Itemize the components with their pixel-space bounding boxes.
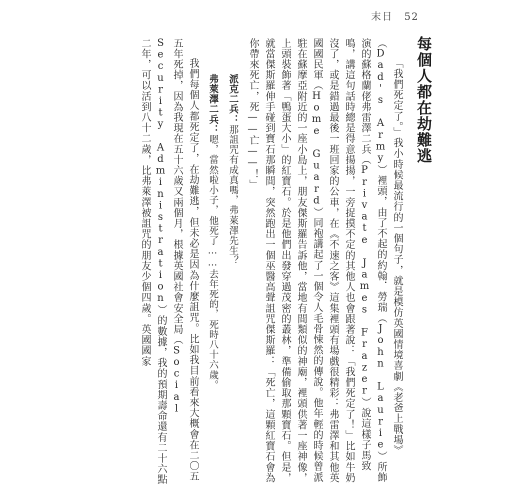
body-paragraph-1: 「我們死定了。」我小時候最流行的一個句子，就是模仿英國情境喜劇《老爸上戰場》（Dad's Army）裡頭，由了不起的約翰．勞瑞（John Laurie）所飾演的蘇格蘭佬弗雷澤二兵（Private James Frazer）說這樣子馬致鳴，講這句話時總是得意揚揚，一旁捉摸不定的其他人也會跟著說：「我們死定了！」比如牛奶沒了，或是錯過最後一班回家的公車，在《不速之客》這集裡頭有場戲很精彩：弗雷澤和其他英國國民軍（Home Guard）同袍講起了一個令人毛骨悚然的傳說。他年輕的時候曾派駐在蘇摩亞附近的一座小島上，朋友傑斯羅告訴他，當地有間類似的神廟，裡頭供著一座神像，上頭裝飾著「鴨蛋大小」的紅寶石。於是他們出發穿過茂密的叢林，準備偷取那顆寶石。但是，就當傑斯羅伸手碰到寶石那瞬間，突然跑出一個巫醫高聲詛咒傑斯羅：「死亡，這顆紅寶石會為你帶來死亡，死——亡——！」 <box>247 38 402 484</box>
chapter-title: 末日 <box>371 12 393 23</box>
section-title: 每個人都在劫難逃 <box>415 36 433 164</box>
dialog-text: 嗯，當然啦小子，他死了……去年死的，死時八十六歲。 <box>207 134 218 391</box>
vertical-text-page <box>98 38 432 486</box>
dialog-text: 那詛咒有成真嗎，弗萊澤先生？ <box>227 124 238 266</box>
running-header <box>371 8 426 23</box>
dialog-speaker: 弗萊澤二兵： <box>207 74 218 135</box>
dialog-speaker: 派克二兵： <box>227 74 238 125</box>
body-paragraph-2: 我們每個人都死定了，在劫難逃，但未必是因為什麼詛咒。比如我目前看來大概會在二〇五五年死掉，因為我現在五十六歲又兩個月，根據英國社會安全局（Social Security Administration）的數據，我的預期壽命還有二十六點二年，可以活到八十二歲，比弗萊澤被詛咒的朋友少個四歲。英國國家 <box>139 38 198 485</box>
page-number: 52 <box>404 12 419 23</box>
dialog-line-2 <box>204 38 220 486</box>
dialog-line-1 <box>224 38 240 486</box>
